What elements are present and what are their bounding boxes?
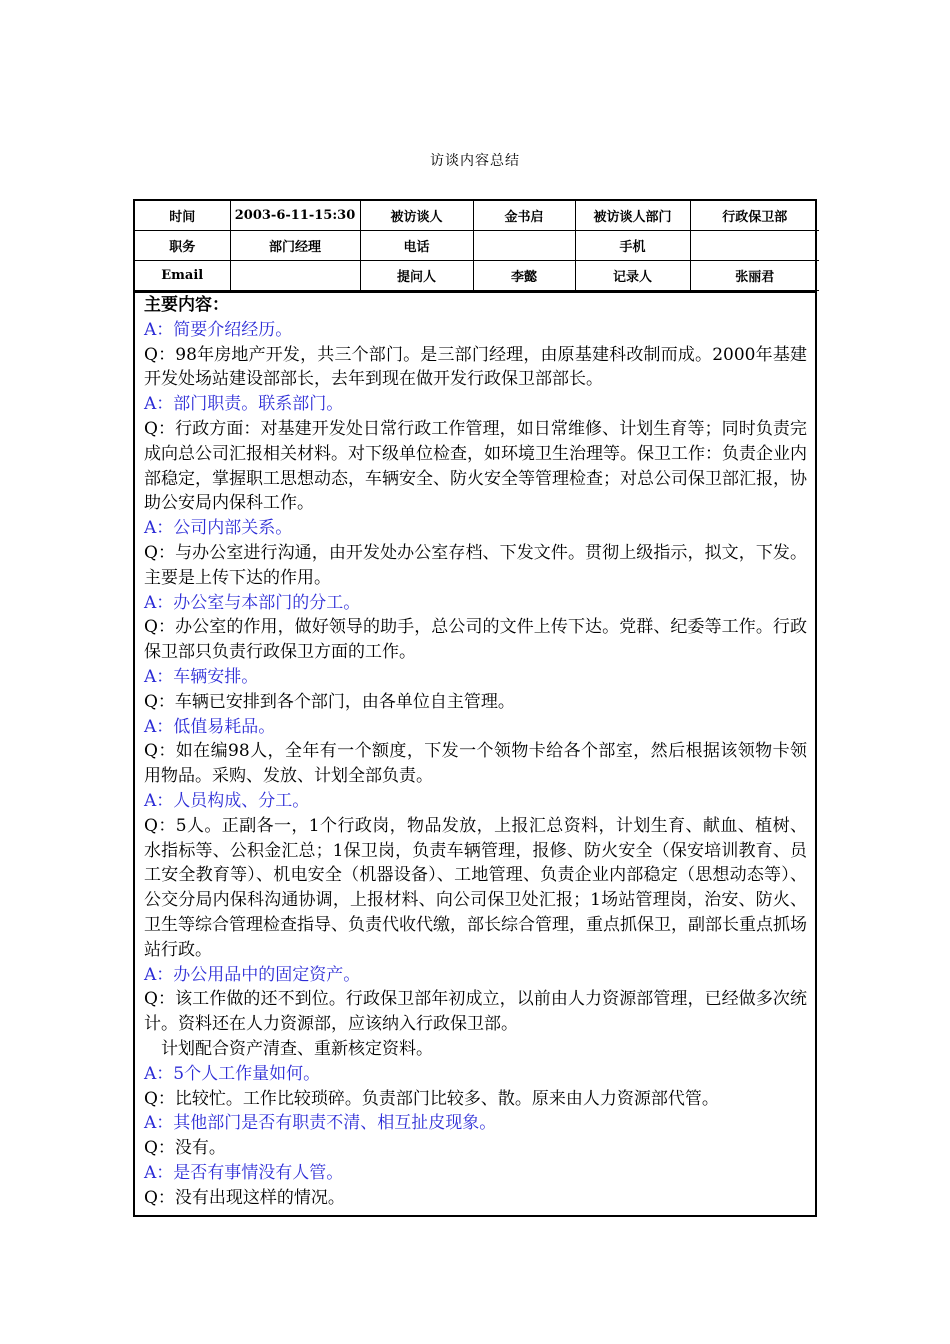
value-mobile <box>690 231 819 261</box>
value-recorder: 张丽君 <box>690 261 819 291</box>
answer-5: Q：车辆已安排到各个部门，由各单位自主管理。 <box>144 691 515 712</box>
label-department: 被访谈人部门 <box>575 201 690 231</box>
question-7: A：人员构成、分工。 <box>144 790 310 811</box>
question-8: A：办公用品中的固定资产。 <box>144 964 361 985</box>
header-table <box>135 201 819 291</box>
value-position: 部门经理 <box>230 231 360 261</box>
question-4: A：办公室与本部门的分工。 <box>144 592 361 613</box>
value-email <box>230 261 360 291</box>
value-interviewee: 金书启 <box>473 201 575 231</box>
label-questioner: 提问人 <box>360 261 473 291</box>
value-time: 2003-6-11-15:30 <box>230 201 360 231</box>
question-1: A：简要介绍经历。 <box>144 319 293 340</box>
label-recorder: 记录人 <box>575 261 690 291</box>
label-mobile: 手机 <box>575 231 690 261</box>
answer-2: Q：行政方面：对基建开发处日常行政工作管理，如日常维修、计划生育等；同时负责完成向总公司汇报相关材料。对下级单位检查，如环境卫生治理等。保卫工作：负责企业内部稳定，掌握职工思想动态，车辆安全、防火安全等管理检查；对总公司保卫部汇报，协助公安局内保科工作。 <box>144 418 807 514</box>
interview-form <box>133 199 817 1217</box>
question-6: A：低值易耗品。 <box>144 716 276 737</box>
label-position: 职务 <box>135 231 230 261</box>
label-phone: 电话 <box>360 231 473 261</box>
question-5: A：车辆安排。 <box>144 666 259 687</box>
header-row-3 <box>135 261 819 291</box>
value-phone <box>473 231 575 261</box>
answer-6: Q：如在编98人，全年有一个额度，下发一个领物卡给各个部室，然后根据该领物卡领用物品。采购、发放、计划全部负责。 <box>144 741 807 787</box>
label-time: 时间 <box>135 201 230 231</box>
answer-10: Q：没有。 <box>144 1138 226 1159</box>
answer-3: Q：与办公室进行沟通，由开发处办公室存档、下发文件。贯彻上级指示，拟文，下发。主要是上传下达的作用。 <box>144 542 807 588</box>
header-row-2 <box>135 231 819 261</box>
answer-11: Q：没有出现这样的情况。 <box>144 1187 345 1208</box>
answer-7: Q：5人。正副各一，1个行政岗，物品发放，上报汇总资料，计划生育、献血、植树、水指标等、公积金汇总；1保卫岗，负责车辆管理，报修、防火安全（保安培训教育、员工安全教育等）、机电安全（机器设备）、工地管理、负责企业内部稳定（思想动态等）、公交分局内保科沟通协调，上报材料、向公司保卫处汇报；1场站管理岗，治安、防火、卫生等综合管理检查指导、负责代收代缴，部长综合管理，重点抓保卫，副部长重点抓场站行政。 <box>144 815 807 960</box>
content-heading: 主要内容： <box>144 295 229 315</box>
question-10: A：其他部门是否有职责不清、相互扯皮现象。 <box>144 1113 497 1134</box>
value-questioner: 李懿 <box>473 261 575 291</box>
question-3: A：公司内部关系。 <box>144 518 293 539</box>
label-interviewee: 被访谈人 <box>360 201 473 231</box>
question-11: A：是否有事情没有人管。 <box>144 1162 344 1183</box>
interview-content <box>135 291 815 1210</box>
question-9: A：5个人工作量如何。 <box>144 1063 321 1084</box>
answer-8-extra: 计划配合资产清查、重新核定资料。 <box>161 1038 433 1059</box>
answer-9: Q：比较忙。工作比较琐碎。负责部门比较多、散。原来由人力资源部代管。 <box>144 1088 719 1109</box>
header-row-1 <box>135 201 819 231</box>
answer-4: Q：办公室的作用，做好领导的助手，总公司的文件上传下达。党群、纪委等工作。行政保卫部只负责行政保卫方面的工作。 <box>144 617 807 663</box>
question-2: A：部门职责。联系部门。 <box>144 394 344 415</box>
label-email: Email <box>135 261 230 291</box>
document-title: 访谈内容总结 <box>430 153 520 169</box>
value-department: 行政保卫部 <box>690 201 819 231</box>
answer-8: Q：该工作做的还不到位。行政保卫部年初成立，以前由人力资源部管理，已经做多次统计。资料还在人力资源部，应该纳入行政保卫部。 <box>144 989 807 1035</box>
answer-1: Q：98年房地产开发，共三个部门。是三部门经理，由原基建科改制而成。2000年基建开发处场站建设部部长，去年到现在做开发行政保卫部部长。 <box>144 344 807 390</box>
